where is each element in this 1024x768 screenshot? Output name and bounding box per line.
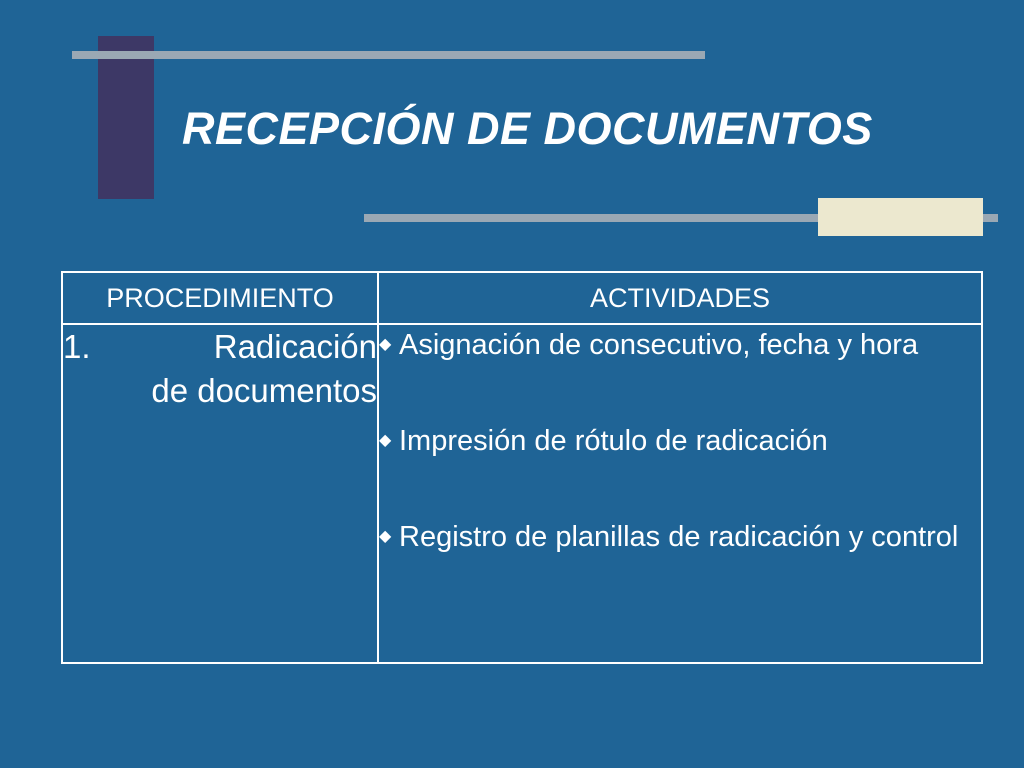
decorative-purple-bar bbox=[98, 36, 154, 199]
activity-text: Asignación de consecutivo, fecha y hora bbox=[399, 329, 919, 361]
activity-text: Registro de planillas de radicación y control bbox=[399, 521, 959, 553]
header-activities: ACTIVIDADES bbox=[378, 272, 982, 324]
header-procedure: PROCEDIMIENTO bbox=[62, 272, 378, 324]
procedure-name-first: Radicación bbox=[213, 328, 377, 365]
diamond-icon: ◆ bbox=[379, 528, 392, 545]
decorative-top-line bbox=[72, 51, 705, 59]
table-header-row bbox=[62, 272, 982, 324]
activity-item bbox=[379, 421, 981, 461]
table-row bbox=[62, 324, 982, 663]
activity-text: Impresión de rótulo de radicación bbox=[399, 425, 828, 457]
procedure-number: 1. bbox=[63, 328, 91, 365]
procedure-heading bbox=[63, 325, 377, 369]
slide-title: RECEPCIÓN DE DOCUMENTOS bbox=[182, 103, 873, 154]
procedure-name-rest: de documentos bbox=[151, 372, 377, 409]
diamond-icon: ◆ bbox=[379, 336, 392, 353]
diamond-icon: ◆ bbox=[379, 432, 392, 449]
activity-item bbox=[379, 517, 981, 557]
procedure-cell bbox=[62, 324, 378, 663]
activities-cell bbox=[378, 324, 982, 663]
decorative-cream-block bbox=[818, 198, 983, 236]
activity-item bbox=[379, 325, 981, 365]
procedure-table bbox=[61, 271, 983, 664]
